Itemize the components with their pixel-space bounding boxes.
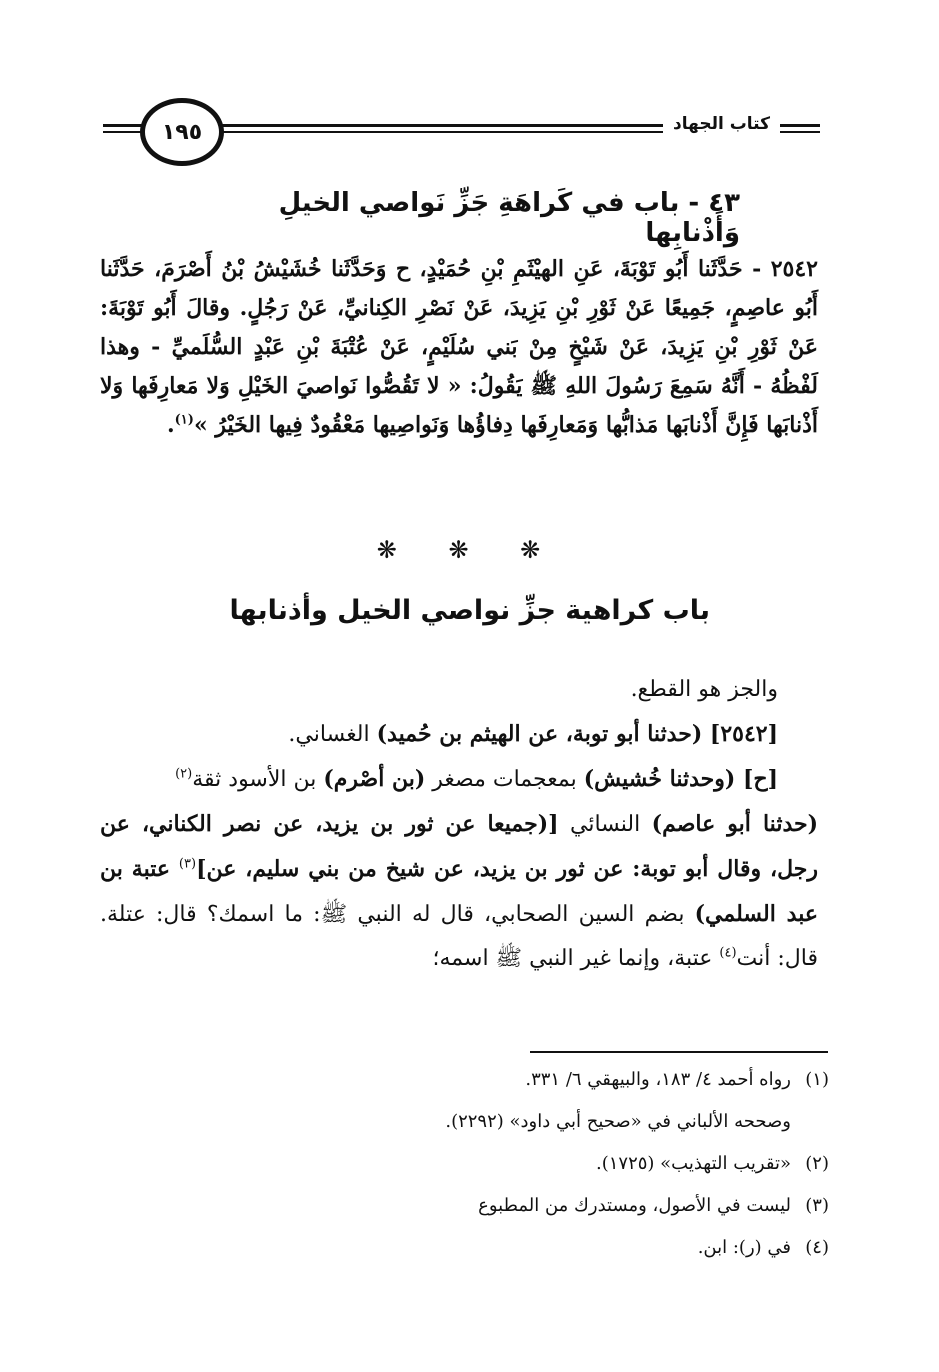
footnote-number: (٢) — [805, 1153, 829, 1174]
isnad-note: الغساني. — [288, 722, 377, 747]
footnote-number: (٤) — [805, 1237, 829, 1258]
page-number: ١٩٥ — [140, 98, 224, 166]
isnad-note: بن الأسود ثقة — [192, 767, 324, 792]
footnote-ref-4: (٤) — [719, 945, 737, 961]
footnote-text: «تقريب التهذيب» (١٧٢٥). — [596, 1153, 791, 1174]
footnote-text: رواه أحمد ٤/ ١٨٣، والبيهقي ٦/ ٣٣١. — [525, 1069, 791, 1090]
isnad-note: النسائي — [558, 812, 652, 837]
section-separator: ❋ ❋ ❋ — [376, 536, 563, 564]
header-rule-end — [786, 124, 820, 132]
book-title: كتاب الجهاد — [663, 114, 780, 134]
footnote-ref-1: (١) — [174, 412, 194, 428]
footnote-text: ليست في الأصول، ومستدرك من المطبوع — [478, 1195, 791, 1216]
footnote-ref-2: (٢) — [175, 766, 193, 782]
commentary — [100, 668, 818, 981]
hadith-end-mark: . — [166, 412, 175, 438]
section-title: باب كراهية جزِّ نواصي الخيل وأذنابها — [229, 595, 710, 626]
footnote-divider — [530, 1051, 828, 1053]
footnote-number: (١) — [805, 1069, 829, 1090]
footnote-text: في (ر): ابن. — [697, 1237, 791, 1258]
commentary-line-3 — [100, 757, 818, 802]
isnad-bold: (بن أصْرم) — [323, 766, 426, 792]
isnad-bold: [٢٥٤٢] (حدثنا أبو توبة، عن الهيثم بن حُميد) — [376, 721, 778, 747]
hadith-paragraph — [100, 250, 818, 445]
footnote-ref-3: (٣) — [178, 856, 197, 872]
isnad-bold: [ح] (وحدثنا خُشيش) — [583, 766, 778, 792]
commentary-paragraph-4 — [100, 802, 818, 981]
footnotes — [189, 1064, 829, 1274]
footnote-1 — [189, 1064, 829, 1106]
chapter-title: ٤٣ - باب في كَراهَةِ جَزِّ نَواصي الخيلِ وَأَذْنابِها — [278, 188, 740, 248]
footnote-text: وصححه الألباني في «صحيح أبي داود» (٢٢٩٢). — [445, 1111, 791, 1132]
isnad-note: بمعجمات مصغر — [425, 767, 584, 792]
isnad-note: عتبة، وإنما غير النبي ﷺ اسمه؛ — [432, 946, 720, 971]
isnad-bold: [(جميعا عن ثور بن يزيد، عن نصر الكناني، عن رجل، وقال أبو توبة: عن ثور بن يزيد، عن شيخ من بني سليم، عن] — [100, 811, 819, 882]
isnad-note: بضم السين الصحابي، قال له النبي ﷺ: ما اسمك؟ قال: عتلة. قال: أنت — [100, 902, 818, 971]
footnote-3 — [189, 1190, 829, 1232]
footnote-number: (٣) — [805, 1195, 829, 1216]
isnad-bold: (حدثنا أبو عاصم) — [651, 811, 818, 837]
hadith-text: ٢٥٤٢ - حَدَّثَنا أَبُو تَوْبَةَ، عَنِ الهيْثَمِ بْنِ حُمَيْدٍ، ح وَحَدَّثَنا خُشَيْشُ بْنُ أَصْرَمَ، حَدَّثَنا أَبُو عاصِمٍ، جَمِيعًا عَنْ ثَوْرِ بْنِ يَزِيدَ، عَنْ نَصْرِ الكِنانيِّ، عَنْ رَجُلٍ. وقالَ أَبُو تَوْبَةَ: عَنْ ثَوْرِ بْنِ يَزِيدَ، عَنْ شَيْخٍ مِنْ بَني سُلَيْمٍ، عَنْ عُتْبَةَ بْنِ عَبْدٍ السُّلَميِّ - وهذا لَفْظُهُ - أَنَّهُ سَمِعَ رَسُولَ اللهِ ﷺ يَقُولُ: « لا تَقُصُّوا نَواصيَ الخَيْلِ وَلا مَعارِفَها وَلا أَذْنابَها فَإِنَّ أَذْنابَها مَذابُّها وَمَعارِفَها دِفاؤُها وَنَواصِيها مَعْقُودٌ فِيها الخَيْرُ » — [100, 256, 818, 438]
footnote-4 — [189, 1232, 829, 1274]
page-header — [103, 98, 820, 158]
footnote-1-cont — [189, 1106, 829, 1148]
commentary-line-2 — [100, 712, 818, 757]
commentary-line-1: والجز هو القطع. — [630, 677, 778, 702]
footnote-2 — [189, 1148, 829, 1190]
isnad-bold: عتبة بن عبد السلمي) — [100, 856, 818, 927]
